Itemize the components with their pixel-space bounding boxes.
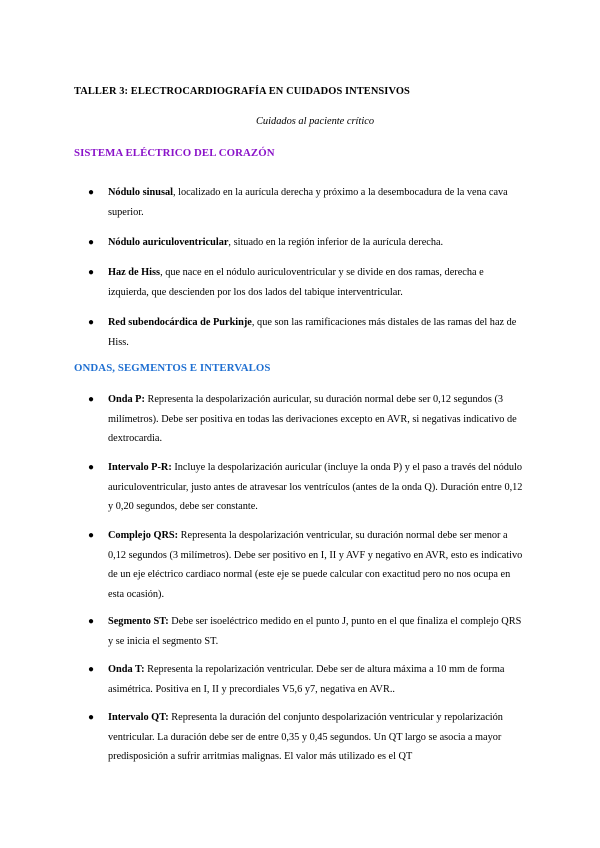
list-item (88, 183, 524, 222)
list-item-text: Incluye la despolarización auricular (incluye la onda P) y el paso a través del nódulo auriculoventricular, justo antes de atravesar los ventrículos (antes de la onda Q). Duración entre 0,12 y 0,20 segundos, debe ser constante. (108, 462, 523, 512)
bullet-icon: ● (88, 394, 95, 405)
list-item (88, 390, 524, 449)
list-item-term: Onda P: (108, 394, 145, 405)
list-item (88, 526, 524, 604)
bullet-icon: ● (88, 317, 95, 328)
bullet-icon: ● (88, 530, 95, 541)
list-item-text: Representa la duración del conjunto despolarización ventricular y repolarización ventricular. La duración debe ser de entre 0,35 y 0,45 segundos. Un QT largo se asocia a mayor predisposición a sufrir arritmias malignas. El valor más utilizado es el QT (108, 712, 503, 762)
section-heading-waves-segments: ONDAS, SEGMENTOS E INTERVALOS (74, 362, 271, 374)
bullet-icon: ● (88, 187, 95, 198)
list-item (88, 708, 524, 767)
list-item (88, 263, 524, 302)
bullet-icon: ● (88, 267, 95, 278)
list-item-term: Haz de Hiss (108, 267, 161, 278)
bullet-icon: ● (88, 462, 95, 473)
bullet-icon: ● (88, 664, 95, 675)
list-item-text: Debe ser isoeléctrico medido en el punto J, punto en el que finaliza el complejo QRS y se inicia el segmento ST. (108, 616, 522, 647)
list-item (88, 660, 524, 699)
section-heading-electrical-system: SISTEMA ELÉCTRICO DEL CORAZÓN (74, 147, 275, 159)
bullet-icon: ● (88, 616, 95, 627)
list-item-text: Representa la repolarización ventricular. Debe ser de altura máxima a 10 mm de forma asimétrica. Positiva en I, II y precordiales V5,6 y7, negativa en AVR.. (108, 664, 505, 695)
list-item (88, 612, 524, 651)
list-item-term: Intervalo P-R: (108, 462, 172, 473)
list-item (88, 458, 524, 517)
list-item-text: , situado en la región inferior de la aurícula derecha. (228, 237, 444, 248)
document-subtitle: Cuidados al paciente crítico (255, 116, 375, 127)
list-item-term: Intervalo QT: (108, 712, 169, 723)
list-item-term: Complejo QRS: (108, 530, 179, 541)
list-item-text: , que son las ramificaciones más distales de las ramas del haz de Hiss. (108, 317, 517, 348)
list-item-term: Onda T: (108, 664, 145, 675)
list-item (88, 233, 524, 253)
list-item-text: , que nace en el nódulo auriculoventricular y se divide en dos ramas, derecha e izquierda, que descienden por los dos lados del tabique interventricular. (108, 267, 484, 298)
list-item (88, 313, 524, 352)
list-item-term: Segmento ST: (108, 616, 169, 627)
list-item-text: Representa la despolarización ventricular, su duración normal debe ser menor a 0,12 segundos (3 milímetros). Debe ser positivo en I, II y AVF y negativo en AVR, esto es indicativo de un eje eléctrico cardiaco normal (este eje se puede calcular con exactitud pero no nos ocupa en esta ocasión). (108, 530, 523, 600)
list-item-text: Representa la despolarización auricular, su duración normal debe ser 0,12 segundos (3 milímetros). Debe ser positiva en todas las derivaciones excepto en AVR, si negativas indicativo de dextrocardia. (108, 394, 517, 444)
list-item-text: , localizado en la aurícula derecha y próximo a la desembocadura de la vena cava superior. (108, 187, 508, 218)
bullet-icon: ● (88, 237, 95, 248)
document-title: TALLER 3: ELECTROCARDIOGRAFÍA EN CUIDADOS INTENSIVOS (74, 86, 410, 97)
list-item-term: Red subendocárdica de Purkinje (108, 317, 252, 328)
list-item-term: Nódulo auriculoventricular (108, 237, 229, 248)
list-item-term: Nódulo sinusal (108, 187, 173, 198)
bullet-icon: ● (88, 712, 95, 723)
